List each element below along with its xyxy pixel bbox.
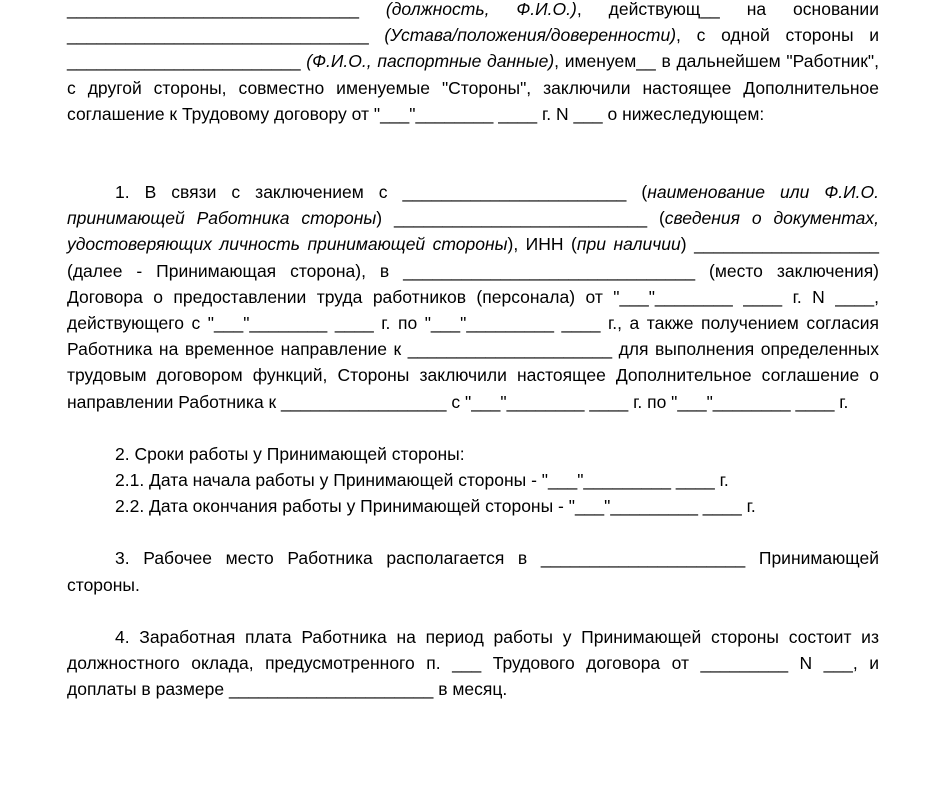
spacer [67,598,879,624]
document-page [67,0,879,702]
section-1-text: 1. В связи с заключением с _______________________ ( [115,182,648,203]
section-1-italic-hint: при наличии [576,234,681,255]
spacer [67,519,879,545]
spacer [67,127,879,179]
intro-paragraph [67,0,879,127]
intro-text: , с одной стороны и ________________________ [67,25,879,72]
intro-italic-hint: (Устава/положения/доверенности) [384,25,677,46]
intro-italic-hint: (должность, Ф.И.О.) [385,0,577,19]
section-2-title: 2. Сроки работы у Принимающей стороны: [115,443,465,464]
section-1-italic-hint: сведения о документах, удостоверяющих личность принимающей стороны [67,208,879,255]
section-3-paragraph: 3. Рабочее место Работника располагается в _____________________ Принимающей стороны. [67,548,879,595]
section-1-text: ), ИНН ( [507,234,577,255]
section-4-paragraph: 4. Заработная плата Работника на период работы у Принимающей стороны состоит из должностного оклада, предусмотренного п. ___ Трудового договора от _________ N ___, и доплаты в размере _____________________ в месяц. [67,626,879,700]
section-1-italic-hint: наименование или Ф.И.О. принимающей Работника стороны [67,182,879,229]
intro-italic-hint: (Ф.И.О., паспортные данные) [306,51,555,72]
intro-text: , действующ__ на основании _______________________________ [67,0,879,46]
spacer [67,415,879,441]
intro-text: , именуем__ в дальнейшем "Работник", с другой стороны, совместно именуемые "Стороны", заключили настоящее Дополнительное соглашение к Трудовому договору от "___"________ ____ г. N ___ о нижеследующем: [67,51,879,124]
section-2-item-2: 2.2. Дата окончания работы у Принимающей стороны - "___"_________ ____ г. [115,496,756,517]
section-1-text: ) __________________________ ( [376,208,665,229]
section-2-item-1: 2.1. Дата начала работы у Принимающей стороны - "___"_________ ____ г. [115,470,729,491]
intro-text: ______________________________ [67,0,386,19]
section-1-paragraph [67,179,879,415]
section-1-text: ) ___________________ (далее - Принимающая сторона), в ______________________________ (место заключения) Договора о предоставлении труда работников (персонала) от "___"________ ____ г. N ____, действующего с "___"________ ____ г. по "___"_________ ____ г., а также получением согласия Работника на временное направление к _____________________ для выполнения определенных трудовым договором функций, Стороны заключили настоящее Дополнительное соглашение о направлении Работника к _________________ с "___"________ ____ г. по "___"________ ____ г. [67,234,879,412]
